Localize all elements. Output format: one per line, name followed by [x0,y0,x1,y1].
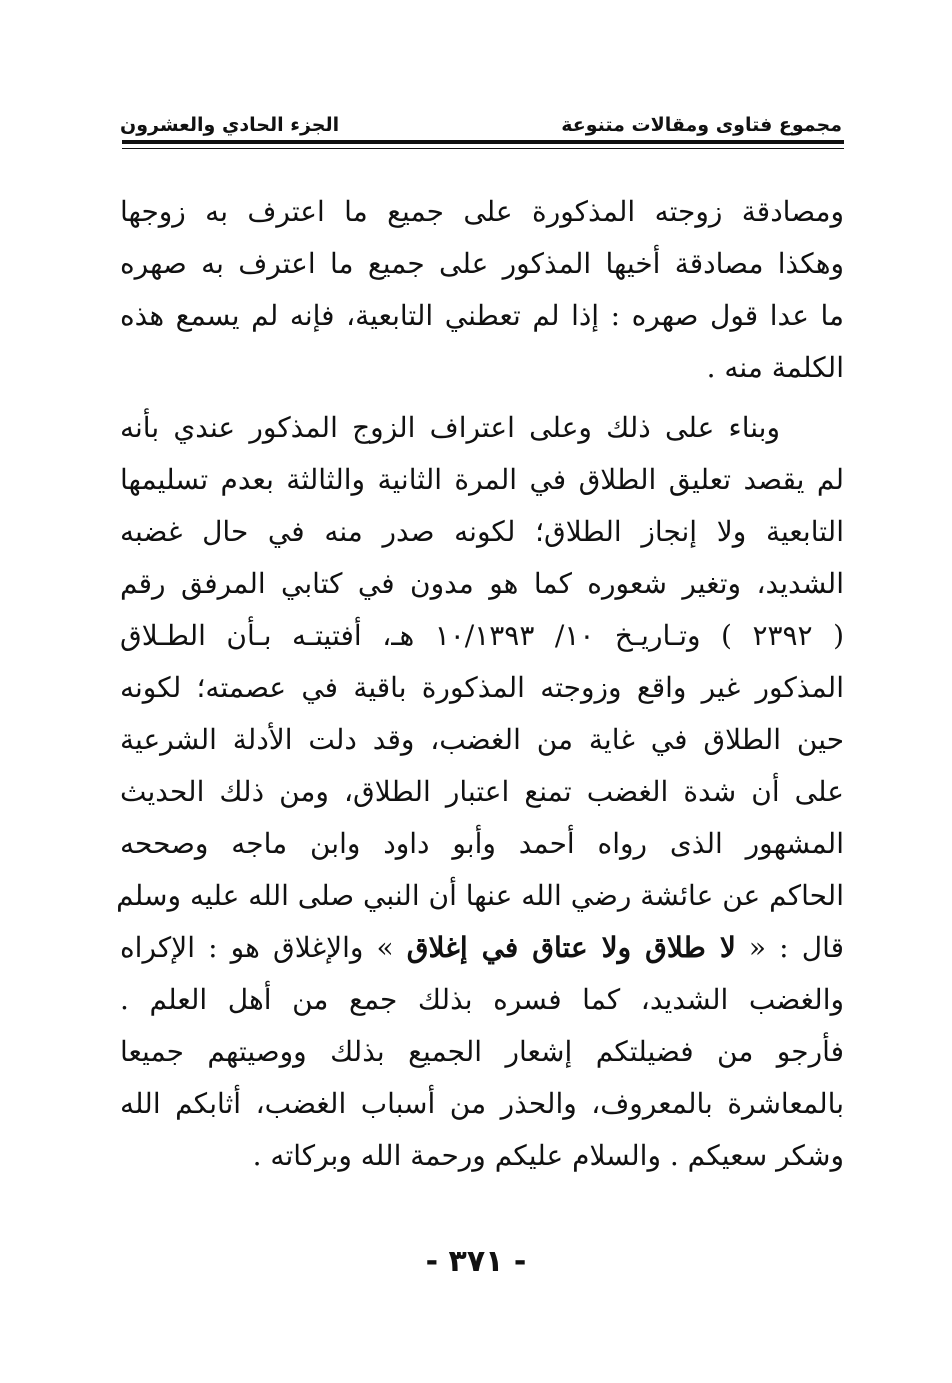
hadith-line [120,922,844,974]
text-line: لم يقصد تعليق الطلاق في المرة الثانية والثالثة بعدم تسليمها [120,463,844,496]
text-line: التابعية ولا إنجاز الطلاق؛ لكونه صدر منه في حال غضبه [120,515,844,548]
running-header [120,100,842,136]
text-line: الشديد، وتغير شعوره كما هو مدون في كتابي المرفق رقم [120,567,844,600]
book-title: مجموع فتاوى ومقالات متنوعة [561,114,842,136]
text-line: ما عدا قول صهره : إذا لم تعطني التابعية، فإنه لم يسمع هذه [120,299,844,332]
text-line: الحاكم عن عائشة رضي الله عنها أن النبي صلى الله عليه وسلم [116,879,844,912]
text-line: وبناء على ذلك وعلى اعتراف الزوج المذكور عندي بأنه [120,411,780,444]
paragraph-1 [120,186,844,394]
text-line: المذكور غير واقع وزوجته المذكورة باقية في عصمته؛ لكونه [120,671,844,704]
text-line: والغضب الشديد، كما فسره بذلك جمع من أهل العلم . [120,983,844,1016]
text-line: حين الطلاق في غاية من الغضب، وقد دلت الأدلة الشرعية [120,723,844,756]
page-number: - ٣٧١ - [425,1244,527,1279]
text-line: وشكر سعيكم . والسلام عليكم ورحمة الله وبركاته . [252,1139,844,1172]
text-line: المشهور الذى رواه أحمد وأبو داود وابن ماجه وصححه [120,827,844,860]
text-line: الكلمة منه . [706,351,844,384]
hadith-quote: لا طلاق ولا عتاق في إغلاق [406,931,736,964]
text-line: على أن شدة الغضب تمنع اعتبار الطلاق، ومن ذلك الحديث [120,775,844,808]
body-text [116,186,845,1182]
text-line: ( ٢٣٩٢ ) وتـاريـخ ١٠/ ١٠/١٣٩٣ هـ، أفتيتـه بـأن الطـلاق [120,619,845,652]
hadith-intro: قال : « [735,931,845,964]
volume-label: الجزء الحادي والعشرون [120,114,340,136]
paragraph-2 [116,402,845,1182]
header-rule-thin [122,148,844,149]
text-line: وهكذا مصادقة أخيها المذكور على جميع ما اعترف به صهره [120,247,844,280]
hadith-after: » والإغلاق هو : الإكراه [120,931,407,964]
text-line: ومصادقة زوجته المذكورة على جميع ما اعترف به زوجها [120,195,844,228]
header-rule-thick [122,140,844,144]
text-line: فأرجو من فضيلتكم إشعار الجميع بذلك ووصيتهم جميعا [120,1035,845,1068]
text-line: بالمعاشرة بالمعروف، والحذر من أسباب الغضب، أثابكم الله [120,1087,844,1120]
